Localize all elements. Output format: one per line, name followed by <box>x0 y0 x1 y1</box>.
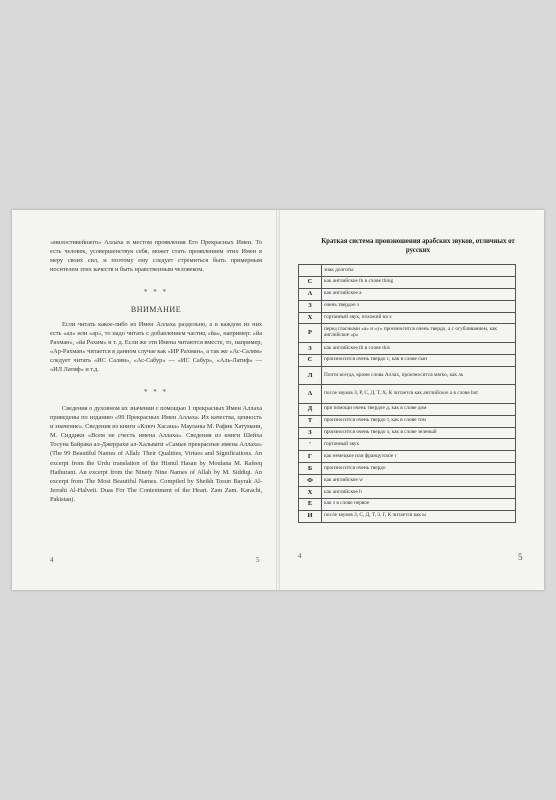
right-page <box>278 210 544 590</box>
table-row <box>299 342 516 354</box>
table-row <box>299 276 516 288</box>
pronunciation-description: очень твердое з <box>322 300 516 312</box>
table-row <box>299 300 516 312</box>
arabic-sound-letter: Б <box>299 463 322 475</box>
left-page <box>12 210 278 590</box>
pronunciation-table <box>298 264 516 523</box>
arabic-sound-letter <box>299 265 322 277</box>
book-spread <box>12 210 544 590</box>
attention-heading: ВНИМАНИЕ <box>130 305 182 314</box>
table-row <box>299 324 516 343</box>
pronunciation-description: произносится очень твердо с, как в слове сын <box>322 354 516 366</box>
table-row <box>299 427 516 439</box>
table-row <box>299 510 516 522</box>
intro-paragraph <box>50 238 262 274</box>
arabic-sound-letter: Г <box>299 451 322 463</box>
attention-text: Если читать какое-либо из Имен Аллаха раздельно, а в каждом из них есть «ал» или «ар», то надо читать с добавлением частиц «йа», например: «йа Рахман», «йа Рахим» и т. д. Если же эти Имена читаются вместе, то, например, «Ар-Рахман» читается в данном случае как «ИР Рахман», а так же «Ас-Салям» следует читать «ИС Салям», «Ас-Сабур» — «ИС Сабур», «Аль-Латиф» — «ИЛ Латиф» и т.д. <box>50 321 262 374</box>
table-row <box>299 486 516 498</box>
page-number-4: 4 <box>298 552 302 560</box>
pronunciation-description: как английское w <box>322 475 516 487</box>
pronunciation-description: гортанный звук, похожий на х <box>322 312 516 324</box>
arabic-sound-letter: Л <box>299 366 322 385</box>
table-row <box>299 265 516 277</box>
pronunciation-description: произносится очень твердо з, как в слове зеленый <box>322 427 516 439</box>
pronunciation-description: после звуков З, Р, С, Д, Т, Х, К читается как английское а в слове hut <box>322 385 516 404</box>
table-row <box>299 385 516 404</box>
table-row <box>299 498 516 510</box>
arabic-sound-letter: З <box>299 300 322 312</box>
pronunciation-description: произносится очень твердо <box>322 463 516 475</box>
arabic-sound-letter: Х <box>299 486 322 498</box>
arabic-sound-letter: З <box>299 427 322 439</box>
table-row <box>299 451 516 463</box>
intro-text: «милостивейшего» Аллаха и местом проявления Его Прекрасных Имен. То есть человек, усовершенствуя себя, может стать проявлением этих Имен в меру своих сил, и поэтому ему следует стремиться быть примерным носителем этих качеств и быть нравственным человеком. <box>50 239 262 274</box>
table-row <box>299 475 516 487</box>
pronunciation-description: знак долготы <box>322 265 516 277</box>
pronunciation-description: перед гласными «а» и «у» произносится очень твердо, а с огубливанием, как английское «р» <box>322 324 516 343</box>
pronunciation-description: как английское th в слове this <box>322 342 516 354</box>
pronunciation-description: после звуков З, С, Д, Т, З, Г, К читается как ы <box>322 510 516 522</box>
arabic-sound-letter: С <box>299 276 322 288</box>
table-row <box>299 354 516 366</box>
pronunciation-title: Краткая система произношения арабских звуков, отличных от русских <box>321 238 515 254</box>
page-number-4: 4 <box>50 556 54 564</box>
table-row <box>299 312 516 324</box>
sources-paragraph <box>50 404 262 504</box>
table-row <box>299 463 516 475</box>
arabic-sound-letter: Т <box>299 415 322 427</box>
table-row <box>299 415 516 427</box>
pronunciation-description: как английское th в слове thing <box>322 276 516 288</box>
page-number-5: 5 <box>518 552 523 562</box>
pronunciation-description: при помощи очень твердое д, как в слове дом <box>322 403 516 415</box>
pronunciation-description: как английское h <box>322 486 516 498</box>
arabic-sound-letter: Е <box>299 498 322 510</box>
pronunciation-description: как немецкое или французское r <box>322 451 516 463</box>
pronunciation-description: Почти всегда, кроме слова Аллах, произносится мягко, как ль <box>322 366 516 385</box>
arabic-sound-letter: Х <box>299 312 322 324</box>
sources-text: Сведения о духовном их значении с помощью 1 прекрасных Имен Аллаха приведены по изданию «99 Прекрасных Имен Аллаха. Их качества, ценность и значение». Сведения из книги «Ключ Хасана» Мауланы М. Рафик Хатумани, М. Сиддики «Всем не счесть имена Аллаха». Сведения из книги Шейха Тосуна Байрака ал-Джеррахи ал-Хальвати «Самые прекрасные имена Аллаха» (The 99 Beautiful Names of Allah: Their Qualities, Virtues and Significations. An excerpt from the Urdu translation of the Hisnul Hasan by Moulana M. Rafeeq Hathurani. An excerpt from the Ninety Nine Names of Allah by M. Siddiqi. An excerpt from The Most Beautiful Names. Compiled by Sheikh Tosun Bayrak Al-Jerrahi Al-Halveti. Duas For The Contentment of the Heart. Zam Zam. Karachi, Pakistan). <box>50 405 262 503</box>
table-row <box>299 288 516 300</box>
arabic-sound-letter: Ф <box>299 475 322 487</box>
arabic-sound-letter: С <box>299 354 322 366</box>
arabic-sound-letter: А <box>299 385 322 404</box>
table-row <box>299 366 516 385</box>
arabic-sound-letter: И <box>299 510 322 522</box>
table-row <box>299 403 516 415</box>
arabic-sound-letter: Д <box>299 403 322 415</box>
page-number-5: 5 <box>256 556 260 564</box>
pronunciation-description: гортанный звук <box>322 439 516 451</box>
arabic-sound-letter: ' <box>299 439 322 451</box>
separator-stars: * * * <box>144 288 168 296</box>
pronunciation-description: как э в слове первое <box>322 498 516 510</box>
arabic-sound-letter: Р <box>299 324 322 343</box>
arabic-sound-letter: А <box>299 288 322 300</box>
table-row <box>299 439 516 451</box>
attention-paragraph <box>50 320 262 375</box>
pronunciation-description: как английское а <box>322 288 516 300</box>
arabic-sound-letter: З <box>299 342 322 354</box>
separator-stars-2: * * * <box>144 388 168 396</box>
pronunciation-description: произносится очень твердо т, как в слове том <box>322 415 516 427</box>
